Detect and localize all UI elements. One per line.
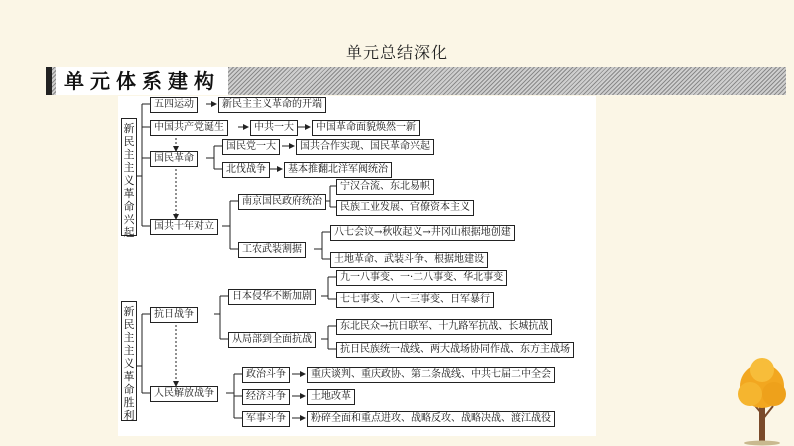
- node-military-struggle: 军事斗争: [242, 411, 290, 427]
- node-nanjing-result-2: 民族工业发展、官僚资本主义: [336, 200, 474, 216]
- root-victory-of-new-democratic-revolution: 新民主主义革命胜利: [121, 301, 137, 421]
- section-heading: 单元体系建构: [56, 67, 228, 95]
- root-rise-of-new-democratic-revolution: 新民主主义革命兴起: [121, 118, 137, 236]
- node-military-struggle-result: 粉碎全面和重点进攻、战略反攻、战略决战、渡江战役: [307, 411, 555, 427]
- node-first-kmt-congress-result: 国共合作实现、国民革命兴起: [296, 139, 434, 155]
- node-first-cpc-congress: 中共一大: [250, 120, 298, 136]
- node-northern-expedition: 北伐战争: [222, 162, 270, 178]
- autumn-tree-decoration: [736, 356, 788, 446]
- node-first-cpc-congress-result: 中国革命面貌焕然一新: [312, 120, 420, 136]
- node-ten-year-confrontation: 国共十年对立: [150, 219, 218, 235]
- section-bar-accent: [46, 67, 52, 95]
- node-armed-separatist-regime: 工农武装割据: [238, 242, 306, 258]
- section-header-bar: [46, 67, 786, 95]
- node-first-kmt-congress: 国民党一大: [222, 139, 280, 155]
- node-political-struggle-result: 重庆谈判、重庆政协、第二条战线、中共七届二中全会: [307, 367, 555, 383]
- node-may-fourth-result: 新民主主义革命的开端: [218, 97, 326, 113]
- node-japanese-aggression-result-1: 九一八事变、一·二八事变、华北事变: [336, 270, 507, 286]
- slide-title: 单元总结深化: [345, 43, 448, 62]
- node-nanjing-result-1: 宁汉合流、东北易帜: [336, 179, 434, 195]
- node-political-struggle: 政治斗争: [242, 367, 290, 383]
- node-economic-struggle: 经济斗争: [242, 389, 290, 405]
- node-northern-expedition-result: 基本推翻北洋军阀统治: [284, 162, 392, 178]
- node-may-fourth-movement: 五四运动: [150, 97, 198, 113]
- node-liberation-war: 人民解放战争: [150, 386, 218, 402]
- node-armed-regime-result-1: 八七会议→秋收起义→井冈山根据地创建: [330, 225, 515, 241]
- concept-map: [118, 96, 596, 436]
- node-war-of-resistance: 抗日战争: [150, 307, 198, 323]
- node-partial-to-total-war: 从局部到全面抗战: [228, 332, 316, 348]
- node-japanese-aggression-result-2: 七七事变、八一三事变、日军暴行: [336, 292, 494, 308]
- node-nanjing-government: 南京国民政府统治: [238, 194, 326, 210]
- node-armed-regime-result-2: 土地革命、武装斗争、根据地建设: [330, 252, 488, 268]
- node-partial-to-total-war-result-1: 东北民众→抗日联军、十九路军抗战、长城抗战: [336, 319, 552, 335]
- node-national-revolution: 国民革命: [150, 151, 198, 167]
- node-japanese-aggression: 日本侵华不断加剧: [228, 289, 316, 305]
- node-partial-to-total-war-result-2: 抗日民族统一战线、两大战场协同作战、东方主战场: [336, 342, 574, 358]
- node-cpc-founded: 中国共产党诞生: [150, 120, 228, 136]
- node-economic-struggle-result: 土地改革: [307, 389, 355, 405]
